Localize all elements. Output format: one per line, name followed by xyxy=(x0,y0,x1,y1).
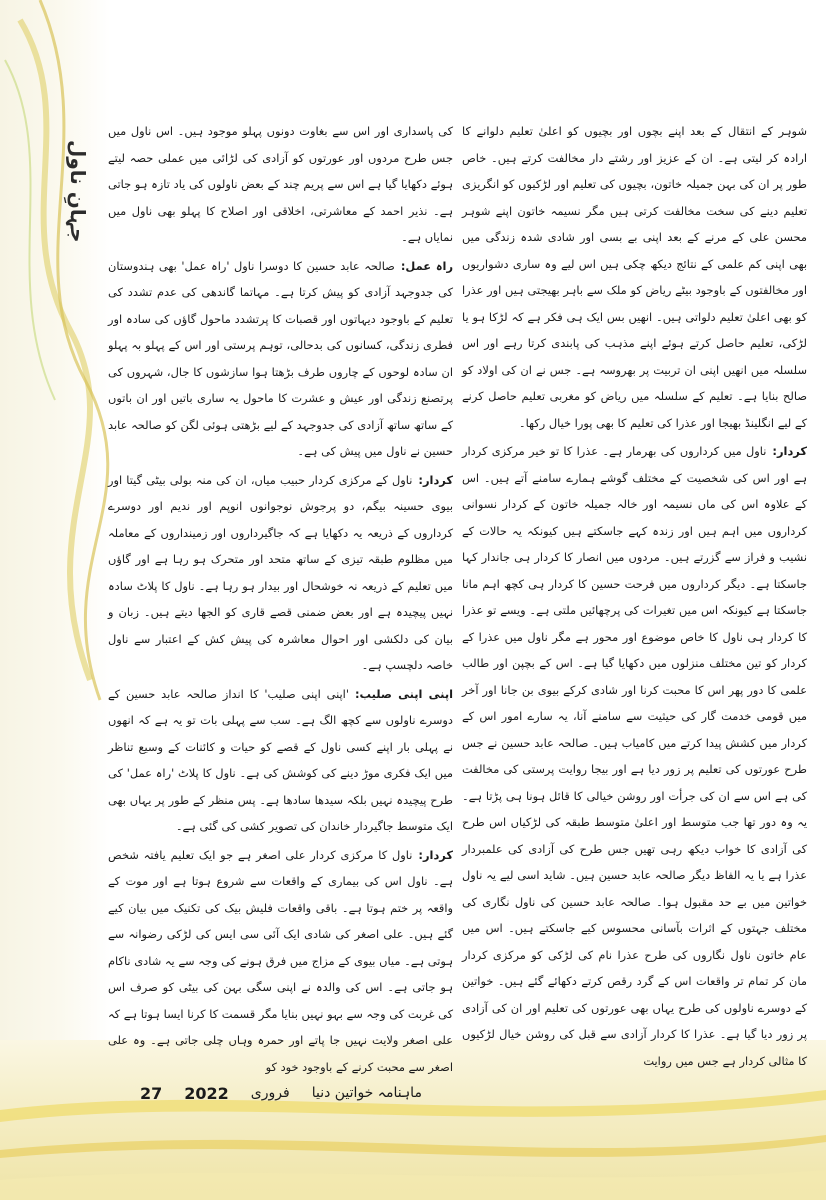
paragraph-text: ناول کے مرکزی کردار حبیب میاں، ان کی منہ بولی بیٹی گیتا اور بیوی حسینہ بیگم، دو پرجوش نوجوانوں انوپم اور ندیم اور دوسرے کرداروں کے ذریعہ یہ دکھایا ہے کہ جاگیرداروں اور زمینداروں کے معاملہ میں مظلوم طبقہ تیزی کے ساتھ متحد اور متحرک ہو رہا ہے اور گاؤں میں تعلیم کے ذریعہ نہ خوشحال اور بیدار ہو رہا ہے۔ ناول کا پلاٹ سادہ نہیں پیچیدہ ہے اور بعض ضمنی قصے قاری کو الجھا دیتے ہیں۔ زبان و بیان کی دلکشی اور احوال معاشرہ کی پیش کش کے اعتبار سے ناول خاصہ دلچسپ ہے۔ xyxy=(108,472,453,672)
paragraph-heading: اپنی اپنی صلیب: xyxy=(354,686,453,701)
paragraph xyxy=(108,253,453,465)
paragraph-text: صالحہ عابد حسین کا دوسرا ناول 'راہ عمل' بھی ہندوستان کی جدوجہد آزادی کو پیش کرتا ہے۔ مہاتما گاندھی کی عدم تشدد کی تعلیم کے باوجود دیہاتوں اور قصبات کا پرتشدد ماحول گاؤں کی سادہ اور فطری زندگی، کسانوں کی بدحالی، توہم پرستی اور اس کے پہلو بہ پہلو ان سادہ لوحوں کے چاروں طرف بڑھتا ہوا سازشوں کا جال، شہروں کی پرتصنع زندگی اور عیش و عشرت کا ماحول یہ ساری باتیں اور ان باتوں کے ساتھ ساتھ آزادی کی جدوجہد کے لیے بڑھتی ہوئی لگن کو صالحہ عابد حسین نے ناول میں پیش کی ہے۔ xyxy=(108,258,453,458)
paragraph-text: شوہر کے انتقال کے بعد اپنے بچوں اور بچیوں کو اعلیٰ تعلیم دلوانے کا ارادہ کر لیتی ہے۔ ان کے عزیز اور رشتے دار مخالفت کرتے ہیں۔ خاص طور پر ان کی بہن جمیلہ خاتون، بچیوں کی تعلیم اور لڑکیوں کو انگریزی تعلیم دینے کی سخت مخالفت کرتی ہیں مگر نسیمہ خاتون اپنے شوہر محسن علی کے مرنے کے بعد اپنی بے بسی اور شادی شدہ زندگی میں بھی اپنی کم علمی کے نتائج دیکھ چکی ہیں اس لیے وہ ساری دشواریوں اور مخالفتوں کے باوجود بیٹے ریاض کو ملک سے باہر بھیجتی ہیں اور عذرا کو بھی اعلیٰ تعلیم دلواتی ہیں۔ انھیں بس ایک ہی فکر ہے کہ لڑکا ہو یا لڑکی، تعلیم حاصل کرتے ہوئے اپنے مذہب کی پابندی کرتا رہے اور اس سلسلہ میں انھیں اپنی ان تربیت پر بھروسہ ہے۔ جس نے ان کی اولاد کو صالح بنایا ہے۔ تعلیم کے سلسلہ میں ریاض کو مغربی تعلیم حاصل کرنے کے لیے انگلینڈ بھیجا اور عذرا کی تعلیم کا بھی پورا خیال رکھا۔ xyxy=(462,124,807,430)
paragraph-heading: کردار: xyxy=(418,847,453,862)
paragraph xyxy=(108,681,453,840)
paragraph xyxy=(462,438,807,1074)
page-number: 27 xyxy=(140,1083,163,1103)
paragraph xyxy=(108,842,453,1081)
magazine-name: ماہنامہ خواتین دنیا xyxy=(311,1085,422,1101)
right-column xyxy=(462,118,807,1068)
paragraph xyxy=(108,467,453,679)
paragraph xyxy=(462,118,807,436)
paragraph-text: کی پاسداری اور اس سے بغاوت دونوں پہلو موجود ہیں۔ اس ناول میں جس طرح مردوں اور عورتوں کو آزادی کی لڑائی میں عملی حصہ لیتے ہوئے دکھایا گیا ہے اس سے پریم چند کے بعض ناولوں کی یاد تازہ ہو جاتی ہے۔ نذیر احمد کے معاشرتی، اخلاقی اور اصلاح کا پہلو بھی ناول میں نمایاں ہے۔ xyxy=(108,124,453,244)
page-footer xyxy=(140,1078,440,1108)
paragraph-text: 'اپنی اپنی صلیب' کا انداز صالحہ عابد حسین کے دوسرے ناولوں سے کچھ الگ ہے۔ سب سے پہلی بات تو یہ ہے کہ انھوں نے پہلی بار اپنے کسی ناول کے قصے کو حیات و کائنات کے وسیع تناظر میں ایک فکری موڑ دینے کی کوشش کی ہے۔ ناول کا پلاٹ 'راہ عمل' کی طرح پیچیدہ نہیں بلکہ سیدھا سادھا ہے۔ پس منظر کے طور پر یہاں بھی ایک متوسط جاگیردار خاندان کی تصویر کشی کی گئی ہے۔ xyxy=(108,686,453,833)
paragraph-text: ناول کا مرکزی کردار علی اصغر ہے جو ایک تعلیم یافتہ شخص ہے۔ ناول اس کی بیماری کے واقعات سے شروع ہوتا ہے اور موت کے واقعہ پر ختم ہوتا ہے۔ باقی واقعات فلیش بیک کی تکنیک میں بیان کیے گئے ہیں۔ علی اصغر کی شادی ایک آئی سی ایس کی لڑکی رضوانہ سے ہوتی ہے۔ میاں بیوی کے مزاج میں فرق ہونے کی وجہ سے یہ شادی ناکام ہو جاتی ہے۔ اس کی والدہ نے اپنی سگی بہن کی بیٹی کو صرف اس کی غربت کی وجہ سے بہو نہیں بنایا مگر قسمت کا کرنا ایسا ہوتا ہے کہ علی اصغر ولایت نہیں جا پاتے اور حمرہ وہاں چلی جاتی ہے۔ وہ علی اصغر سے محبت کرنے کے باوجود خود کو xyxy=(108,847,453,1074)
paragraph-heading: کردار: xyxy=(418,472,453,487)
decorative-swirl xyxy=(0,0,110,700)
footer-year: 2022 xyxy=(184,1083,229,1103)
paragraph-heading: کردار: xyxy=(772,444,807,458)
section-title: جہانِ ناول xyxy=(66,140,90,243)
paragraph xyxy=(108,118,453,251)
paragraph-heading: راہ عمل: xyxy=(400,258,453,273)
footer-month: فروری xyxy=(250,1085,290,1101)
left-column xyxy=(108,118,453,1074)
paragraph-text: ناول میں کرداروں کی بھرمار ہے۔ عذرا کا تو خیر مرکزی کردار ہے اور اس کی شخصیت کے مختلف گوشے ہمارے سامنے آتے ہیں۔ اس کے علاوہ اس کی ماں نسیمہ اور خالہ جمیلہ خاتون کے کردار نسوانی کرداروں میں اہم ہیں اور زندہ کہے جاسکتے ہیں کیونکہ یہ حالات کے نشیب و فراز سے گزرتے ہیں۔ مردوں میں انصار کا کردار ہی جاندار کہا جاسکتا ہے۔ دیگر کرداروں میں فرحت حسین کا کردار ہی کچھ اہم مانا جاسکتا ہے کیونکہ اس میں تغیرات کی پرچھائیں ملتی ہے۔ ویسے تو عذرا کا کردار ہی ناول کا خاص موضوع اور محور ہے مگر ناول میں عذرا کے کردار کو تین مختلف منزلوں میں دکھایا گیا ہے۔ اس کے بچپن اور طالب علمی کا دور پھر اس کا محبت کرنا اور شادی کرکے بیوی بن جانا اور آخر میں قومی خدمت گار کی حیثیت سے سامنے آنا، یہ سارے امور اس کے کردار میں کشش پیدا کرتے میں کامیاب ہیں۔ صالحہ عابد حسین نے جس طرح عورتوں کی تعلیم پر زور دیا ہے اور بیجا روایت پرستی کی مخالفت کی ہے اس سے ان کی جرأت اور روشن خیالی کا قائل ہونا ہی پڑتا ہے۔ یہ وہ دور تھا جب متوسط اور اعلیٰ متوسط طبقہ کی لڑکیاں اس طرح کی آزادی کا خواب دیکھ رہی تھیں جس طرح کی آزادی کی علمبردار عذرا ہے یا یہ الفاظ دیگر صالحہ عابد حسین ہیں۔ شاید اسی لیے یہ ناول خواتین میں بے حد مقبول ہوا۔ صالحہ عابد حسین کی ناول نگاری کی مختلف جہتوں کے اثرات بآسانی محسوس کیے جاسکتے ہیں۔ اس میں عام خاتون ناول نگاروں کی طرح عذرا نام کی لڑکی کو مرکزی کردار مان کر تمام تر واقعات اس کے گرد رقص کرتے دکھائے گئے ہیں۔ خواتین کے دوسرے ناولوں کی طرح یہاں بھی عورتوں کی تعلیم اور ان کی آزادی پر زور دیا گیا ہے۔ عذرا کا کردار آزادی سے قبل کی روشن خیال لڑکیوں کا مثالی کردار ہے جس میں روایت xyxy=(462,444,807,1068)
